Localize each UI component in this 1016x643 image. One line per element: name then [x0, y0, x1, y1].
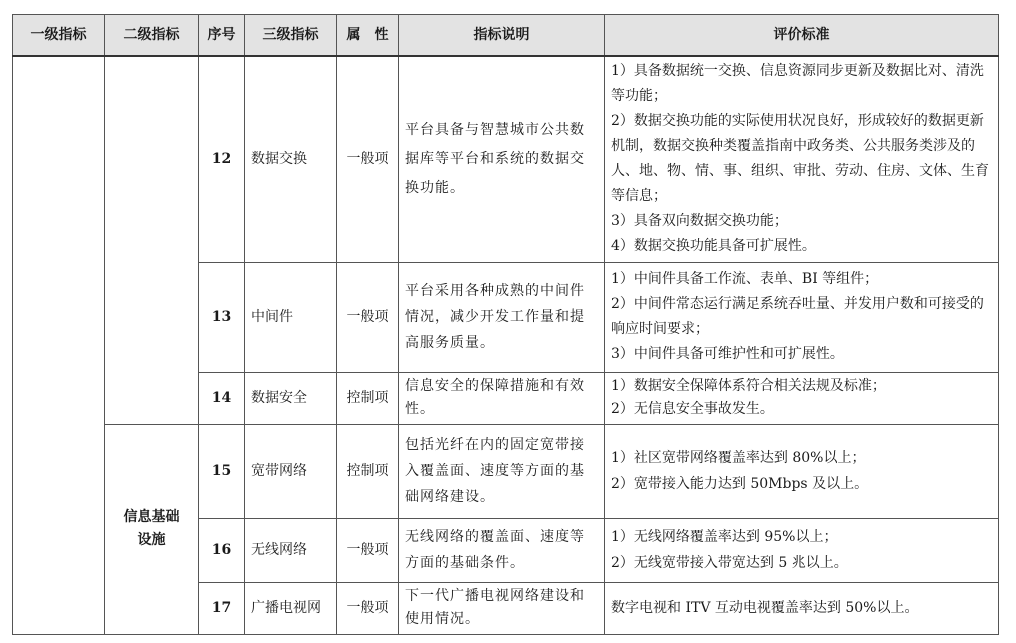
- attribute-value: 一般项: [337, 582, 399, 634]
- row-number: 15: [199, 424, 245, 518]
- evaluation-criteria: [605, 582, 999, 634]
- level2-label-line: 信息基础: [123, 509, 180, 525]
- indicator-table: [12, 14, 999, 635]
- criteria-item: 3）具备双向数据交换功能；: [611, 213, 788, 230]
- attribute-value: 控制项: [337, 424, 399, 518]
- criteria-item: 1）社区宽带网络覆盖率达到 80%以上；: [611, 450, 866, 466]
- criteria-item: 2）数据交换功能的实际使用状况良好，形成较好的数据更新机制，数据交换种类覆盖指南中政务类、公共服务类涉及的人、地、物、情、事、组织、审批、劳动、住房、文体、生育等信息；: [611, 113, 989, 205]
- criteria-item: 2）无信息安全事故发生。: [611, 401, 774, 417]
- header-row: [13, 15, 999, 57]
- criteria-item: 2）中间件常态运行满足系统吞吐量、并发用户数和可接受的响应时间要求；: [611, 296, 984, 337]
- evaluation-criteria: [605, 372, 999, 424]
- indicator-name: 宽带网络: [245, 424, 337, 518]
- header-criteria: 评价标准: [605, 15, 999, 57]
- level2-cell: [105, 424, 199, 634]
- criteria-item: 1）具备数据统一交换、信息资源同步更新及数据比对、清洗等功能；: [611, 63, 984, 105]
- header-number: 序号: [199, 15, 245, 57]
- indicator-name: 无线网络: [245, 518, 337, 582]
- indicator-description: 平台具备与智慧城市公共数据库等平台和系统的数据交换功能。: [399, 56, 605, 262]
- evaluation-criteria: [605, 424, 999, 518]
- attribute-value: 一般项: [337, 518, 399, 582]
- table-row: [13, 56, 999, 262]
- attribute-value: 一般项: [337, 56, 399, 262]
- criteria-item: 4）数据交换功能具备可扩展性。: [611, 238, 816, 255]
- attribute-value: 控制项: [337, 372, 399, 424]
- row-number: 17: [199, 582, 245, 634]
- header-level1: 一级指标: [13, 15, 105, 57]
- level1-cell: [13, 56, 105, 634]
- attribute-value: 一般项: [337, 262, 399, 372]
- criteria-item: 1）中间件具备工作流、表单、BI 等组件；: [611, 271, 879, 287]
- indicator-name: 数据安全: [245, 372, 337, 424]
- evaluation-criteria: [605, 56, 999, 262]
- header-level2: 二级指标: [105, 15, 199, 57]
- header-description: 指标说明: [399, 15, 605, 57]
- row-number: 16: [199, 518, 245, 582]
- criteria-item: 1）数据安全保障体系符合相关法规及标准；: [611, 378, 886, 394]
- indicator-name: 广播电视网: [245, 582, 337, 634]
- criteria-item: 1）无线网络覆盖率达到 95%以上；: [611, 529, 838, 545]
- criteria-item: 2）无线宽带接入带宽达到 5 兆以上。: [611, 555, 848, 571]
- header-attribute: 属 性: [337, 15, 399, 57]
- row-number: 14: [199, 372, 245, 424]
- header-level3: 三级指标: [245, 15, 337, 57]
- indicator-description: 信息安全的保障措施和有效性。: [399, 372, 605, 424]
- criteria-item: 数字电视和 ITV 互动电视覆盖率达到 50%以上。: [611, 599, 919, 616]
- evaluation-criteria: [605, 262, 999, 372]
- criteria-item: 2）宽带接入能力达到 50Mbps 及以上。: [611, 476, 869, 492]
- table-row: [13, 424, 999, 518]
- criteria-item: 3）中间件具备可维护性和可扩展性。: [611, 346, 844, 362]
- evaluation-criteria: [605, 518, 999, 582]
- row-number: 13: [199, 262, 245, 372]
- level2-cell-empty: [105, 56, 199, 424]
- indicator-description: 下一代广播电视网络建设和使用情况。: [399, 582, 605, 634]
- indicator-description: 平台采用各种成熟的中间件情况，减少开发工作量和提高服务质量。: [399, 262, 605, 372]
- level2-label-line: 设施: [137, 532, 166, 548]
- row-number: 12: [199, 56, 245, 262]
- indicator-description: 无线网络的覆盖面、速度等方面的基础条件。: [399, 518, 605, 582]
- indicator-description: 包括光纤在内的固定宽带接入覆盖面、速度等方面的基础网络建设。: [399, 424, 605, 518]
- indicator-name: 数据交换: [245, 56, 337, 262]
- indicator-name: 中间件: [245, 262, 337, 372]
